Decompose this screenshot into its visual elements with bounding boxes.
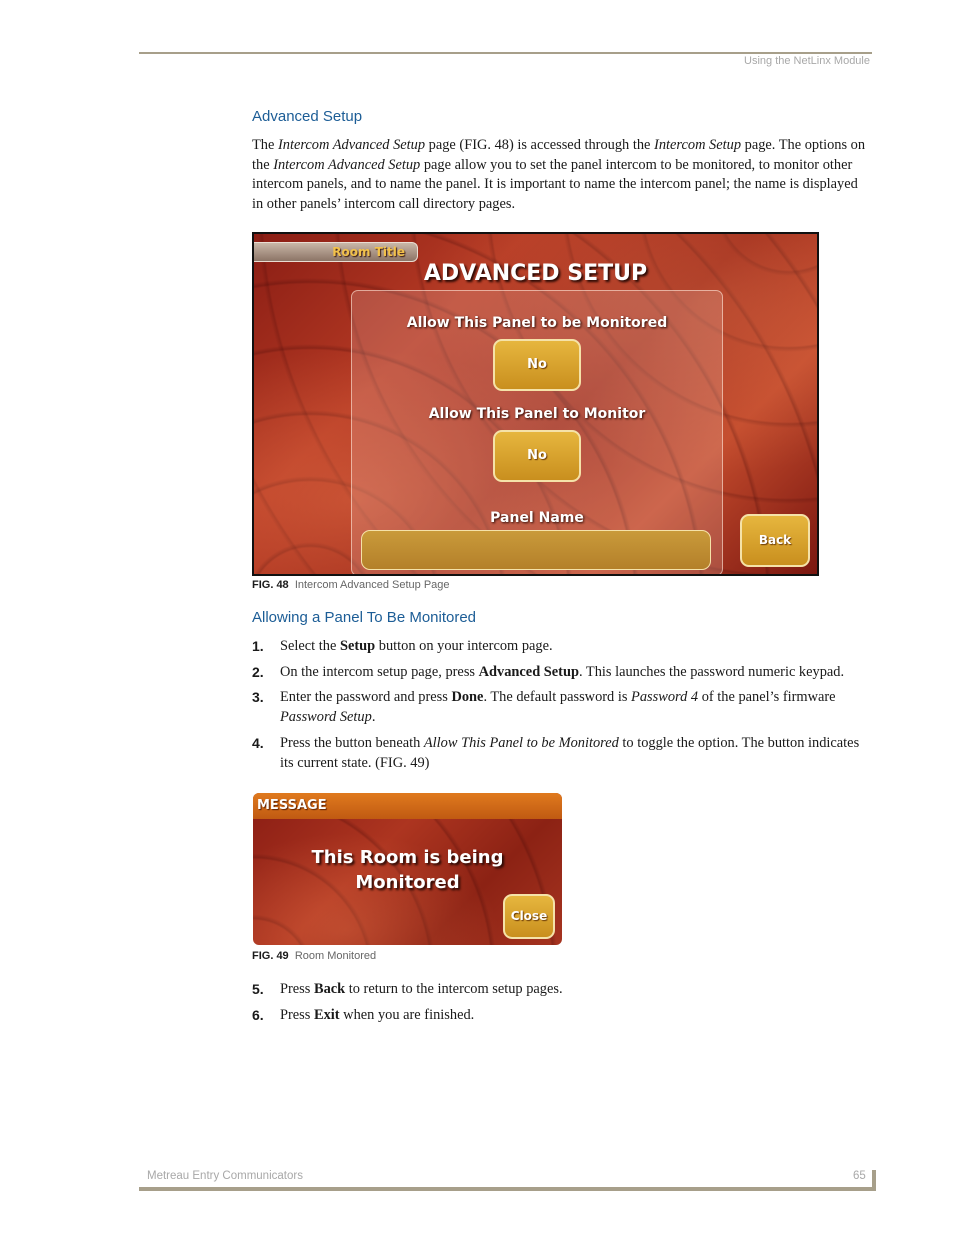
footer-rule (139, 1187, 876, 1191)
header-rule (139, 52, 872, 54)
advanced-setup-screenshot (252, 232, 819, 576)
step-4: 4. Press the button beneath Allow This Panel to be Monitored to toggle the option. The button indicates its current state. (FIG. 49) (252, 735, 860, 771)
panel-name-field[interactable] (361, 530, 711, 570)
section-heading-advanced-setup: Advanced Setup (252, 108, 363, 125)
fig49-caption: FIG. 49 Room Monitored (252, 950, 377, 962)
label-allow-monitored: Allow This Panel to be Monitored (406, 315, 668, 331)
allow-monitored-toggle-button[interactable]: No (493, 339, 581, 391)
step-3: 3. Enter the password and press Done. The default password is Password 4 of the panel’s firmware Password Setup. (252, 689, 836, 725)
label-allow-monitor: Allow This Panel to Monitor (428, 406, 646, 422)
footer-doc-title: Metreau Entry Communicators (147, 1170, 303, 1182)
fig48-caption: FIG. 48 Intercom Advanced Setup Page (252, 579, 450, 591)
room-title-tab: Room Title (254, 242, 418, 262)
advanced-setup-title: ADVANCED SETUP (423, 261, 648, 286)
page-number: 65 (853, 1170, 866, 1182)
label-panel-name: Panel Name (490, 510, 584, 526)
section-heading-allowing-monitored: Allowing a Panel To Be Monitored (252, 609, 477, 626)
message-title-bar: MESSAGE (253, 793, 562, 819)
step-6: 6. Press Exit when you are finished. (252, 1007, 475, 1023)
back-button[interactable]: Back (740, 514, 810, 567)
running-header: Using the NetLinx Module (744, 55, 870, 67)
step-2: 2. On the intercom setup page, press Advanced Setup. This launches the password numeric keypad. (252, 664, 845, 680)
allow-monitor-toggle-button[interactable]: No (493, 430, 581, 482)
monitored-message: This Room is being Monitored (311, 847, 504, 893)
step-1: 1. Select the Setup button on your intercom page. (252, 638, 553, 654)
step-5: 5. Press Back to return to the intercom setup pages. (252, 981, 563, 997)
room-monitored-screenshot (253, 793, 562, 945)
close-button[interactable]: Close (503, 894, 555, 939)
intro-paragraph: The Intercom Advanced Setup page (FIG. 48) is accessed through the Intercom Setup page. The options on the Intercom Advanced Setup page allow you to set the panel intercom to be monitored, to monitor other intercom panels, and to name the panel. It is important to name the intercom panel; the name is displayed in other panels’ intercom call directory pages. (252, 137, 866, 212)
